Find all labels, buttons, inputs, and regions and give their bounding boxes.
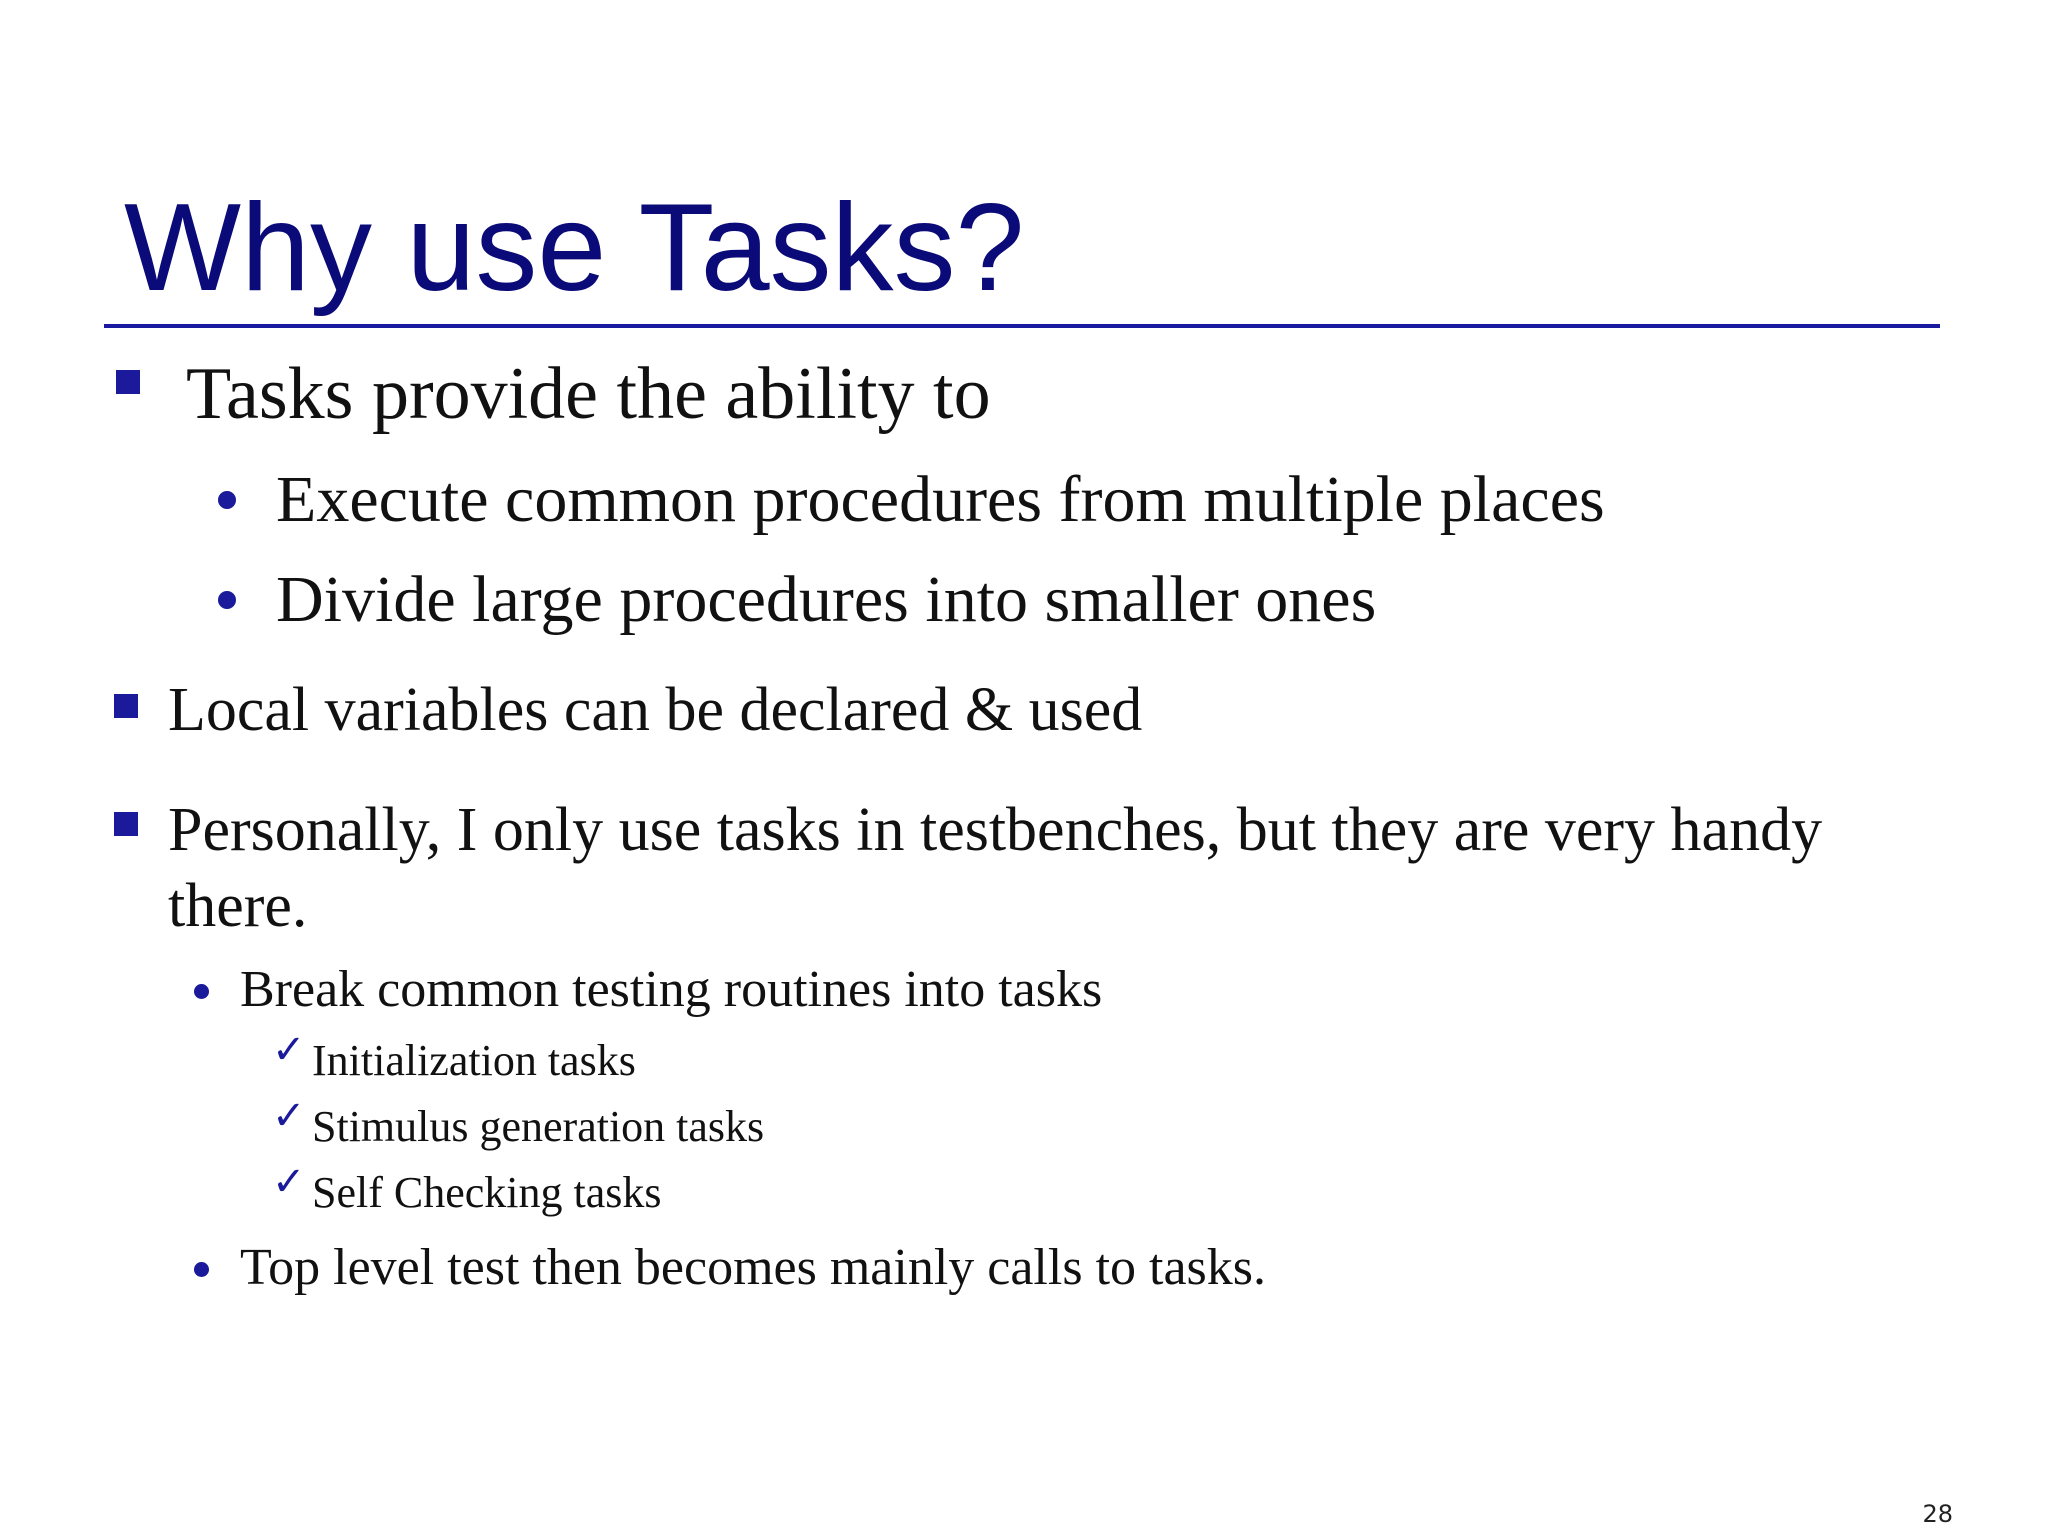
dot-bullet-icon: [194, 1262, 209, 1277]
bullet-3-sub-1: Break common testing routines into tasks: [240, 961, 1103, 1018]
dot-bullet-icon: [218, 591, 236, 609]
bullet-3-text-line1: Personally, I only use tasks in testbenches, but they are very handy: [168, 796, 1823, 864]
bullet-2-text: Local variables can be declared & used: [168, 676, 1143, 744]
bullet-3-sub-2: Top level test then becomes mainly calls to tasks.: [240, 1239, 1267, 1296]
square-bullet-icon: [116, 370, 140, 394]
checkmark-icon: ✓: [272, 1027, 306, 1073]
bullet-1-sub-2: Divide large procedures into smaller ones: [276, 563, 1377, 636]
check-item-3: Self Checking tasks: [312, 1168, 662, 1217]
page-number: 28: [1922, 1500, 1953, 1528]
bullet-1-text: Tasks provide the ability to: [186, 353, 991, 435]
bullet-3-text-line2: there.: [168, 872, 308, 940]
square-bullet-icon: [114, 812, 138, 836]
slide-title: Why use Tasks?: [124, 179, 1025, 317]
checkmark-icon: ✓: [272, 1159, 306, 1205]
bullet-1-sub-1: Execute common procedures from multiple places: [276, 463, 1605, 536]
square-bullet-icon: [114, 694, 138, 718]
title-underline: [104, 324, 1940, 328]
checkmark-icon: ✓: [272, 1093, 306, 1139]
dot-bullet-icon: [218, 491, 236, 509]
check-item-2: Stimulus generation tasks: [312, 1102, 765, 1151]
dot-bullet-icon: [194, 984, 209, 999]
check-item-1: Initialization tasks: [312, 1036, 636, 1085]
